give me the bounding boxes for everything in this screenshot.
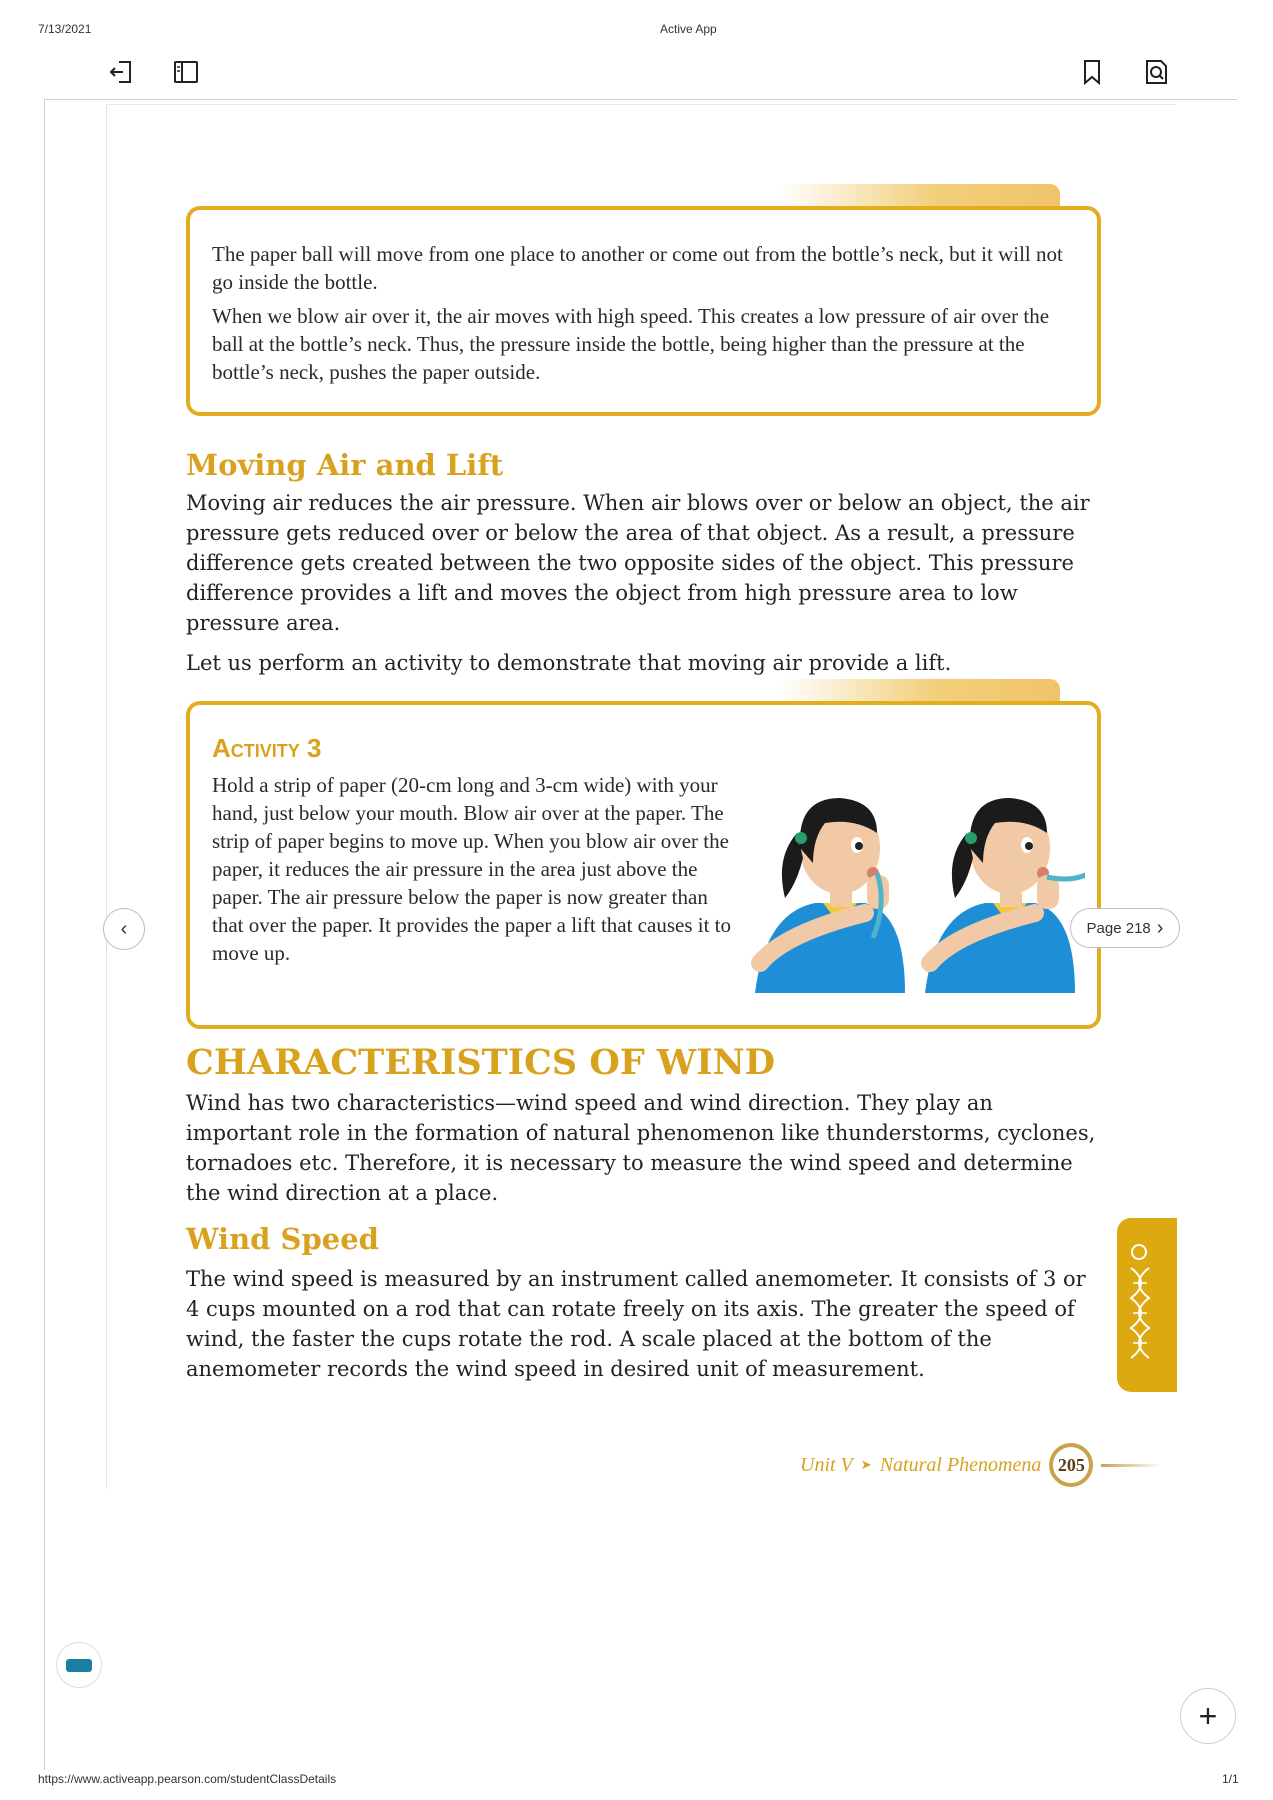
previous-page-button[interactable]: ‹ [103, 908, 145, 950]
sidebar-panel-icon[interactable] [172, 58, 200, 86]
girl-figure-2 [925, 798, 1085, 993]
girl-figure-1 [755, 798, 905, 993]
section-heading: CHARACTERISTICS OF WIND [186, 1042, 775, 1083]
notes-icon [66, 1659, 92, 1672]
section-paragraph: Let us perform an activity to demonstrate that moving air provide a lift. [186, 651, 952, 675]
page-top-edge [106, 104, 1176, 105]
section-heading: Moving Air and Lift [186, 448, 504, 482]
footer-rule [1101, 1464, 1161, 1467]
girls-blowing-illustration [745, 763, 1085, 993]
section-paragraph: Wind has two characteristics—wind speed and wind direction. They play an important role in the formation of natural phenomenon like thunderstorms, cyclones, tornadoes etc. Therefore, it is necessary to measure the wind speed and determine the wind direction at a place. [186, 1091, 1096, 1205]
activity-title: Activity 3 [212, 733, 322, 763]
chevron-right-icon: › [1156, 916, 1164, 939]
section-paragraph: The wind speed is measured by an instrument called anemometer. It consists of 3 or 4 cups mounted on a rod that can rotate freely on its axis. The greater the speed of wind, the faster the cups rotate the rod. A scale placed at the bottom of the anemometer records the wind speed in desired unit of measurement. [186, 1267, 1086, 1381]
chapter-side-tab [1117, 1218, 1177, 1392]
section-paragraph: Moving air reduces the air pressure. When air blows over or below an object, the air pressure gets reduced over or below the area of that object. As a result, a pressure difference gets created between the two opposite sides of the object. This pressure difference provides a lift and moves the object from high pressure area to low pressure area. [186, 491, 1090, 635]
bookmark-icon[interactable] [1078, 58, 1106, 86]
print-url: https://www.activeapp.pearson.com/studentClassDetails [38, 1772, 337, 1786]
page-footer [800, 1443, 1161, 1487]
viewer-left-border [44, 100, 45, 1770]
page-left-edge [106, 104, 107, 1489]
exit-icon[interactable] [107, 58, 135, 86]
footer-chapter: Natural Phenomena [879, 1453, 1042, 1476]
add-button[interactable]: + [1180, 1688, 1236, 1744]
info-box [186, 206, 1101, 416]
page-number-badge: 205 [1049, 1443, 1093, 1487]
print-page: 1/1 [1222, 1772, 1239, 1786]
section-heading: Wind Speed [186, 1222, 379, 1256]
info-box-paragraph: When we blow air over it, the air moves with high speed. This creates a low pressure of air over the ball at the bottle’s neck. Thus, the pressure inside the bottle, being higher than the pressure at the bottle’s neck, pushes the paper outside. [212, 304, 1050, 384]
next-page-button[interactable] [1070, 908, 1180, 948]
notes-toggle-button[interactable] [56, 1642, 102, 1688]
footer-arrow: ➤ [860, 1457, 872, 1472]
print-date: 7/13/2021 [38, 22, 92, 36]
print-title: Active App [660, 22, 717, 36]
activity-text: Hold a strip of paper (20-cm long and 3-cm wide) with your hand, just below your mouth. Blow air over at the paper. The strip of paper begins to move up. When you blow air over the paper, it reduces the air pressure in the area just above the paper. The air pressure below the paper is now greater than that over the paper. It provides the paper a lift that causes it to move up. [212, 773, 731, 965]
viewer-top-border [44, 99, 1237, 100]
next-page-label: Page 218 [1086, 919, 1151, 937]
footer-unit: Unit V [800, 1453, 853, 1476]
dna-icon [1117, 1218, 1177, 1392]
activity-box [186, 701, 1101, 1029]
search-document-icon[interactable] [1142, 58, 1170, 86]
info-box-paragraph: The paper ball will move from one place to another or come out from the bottle’s neck, but it will not go inside the bottle. [212, 242, 1063, 294]
